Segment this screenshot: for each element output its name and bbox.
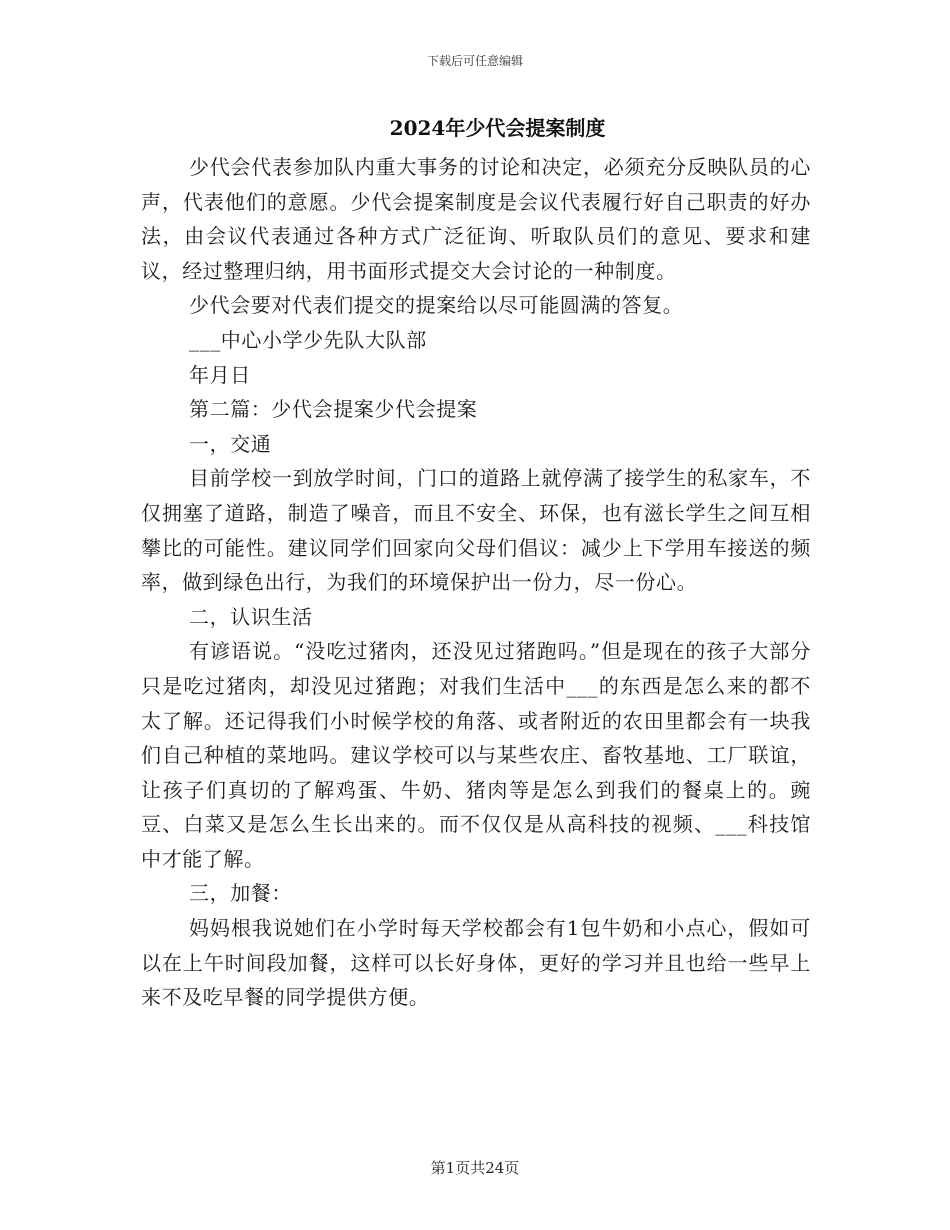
document-body: [141, 150, 811, 1015]
item-heading-meal: 三，加餐：: [189, 881, 292, 906]
page-header-note: 下载后可任意编辑: [426, 54, 523, 68]
paragraph-meal: 妈妈根我说她们在小学时每天学校都会有1包牛奶和小点心，假如可以在上午时间段加餐，这样可以长好身体，更好的学习并且也给一些早上来不及吃早餐的同学提供方便。: [141, 916, 811, 1010]
document-title: 2024年少代会提案制度: [389, 116, 606, 140]
page-number-footer: 第1页共24页: [430, 1159, 520, 1177]
paragraph-traffic: 目前学校一到放学时间，门口的道路上就停满了接学生的私家车，不仅拥塞了道路，制造了噪音，而且不安全、环保，也有滋长学生之间互相攀比的可能性。建议同学们回家向父母们倡议：减少上下学用车接送的频率，做到绿色出行，为我们的环境保护出一份力，尽一份心。: [141, 466, 811, 595]
paragraph-life: 有谚语说。“没吃过猪肉，还没见过猪跑吗。”但是现在的孩子大部分只是吃过猪肉，却没见过猪跑；对我们生活中___的东西是怎么来的都不太了解。还记得我们小时候学校的角落、或者附近的农田里都会有一块我们自己种植的菜地吗。建议学校可以与某些农庄、畜牧基地、工厂联谊，让孩子们真切的了解鸡蛋、牛奶、猪肉等是怎么到我们的餐桌上的。豌豆、白菜又是怎么生长出来的。而不仅仅是从高科技的视频、___科技馆中才能了解。: [141, 639, 811, 871]
paragraph-intro: 少代会代表参加队内重大事务的讨论和决定，必须充分反映队员的心声，代表他们的意愿。少代会提案制度是会议代表履行好自己职责的好办法，由会议代表通过各种方式广泛征询、听取队员们的意见、要求和建议，经过整理归纳，用书面形式提交大会讨论的一种制度。: [141, 155, 811, 283]
item-heading-life: 二，认识生活: [189, 604, 313, 629]
paragraph-date: 年月日: [189, 362, 251, 387]
paragraph-reply: 少代会要对代表们提交的提案给以尽可能圆满的答复。: [189, 293, 684, 318]
item-heading-traffic: 一，交通: [189, 431, 272, 456]
paragraph-signature: ___中心小学少先队大队部: [189, 327, 427, 352]
section-heading-part-two: 第二篇：少代会提案少代会提案: [189, 397, 478, 422]
